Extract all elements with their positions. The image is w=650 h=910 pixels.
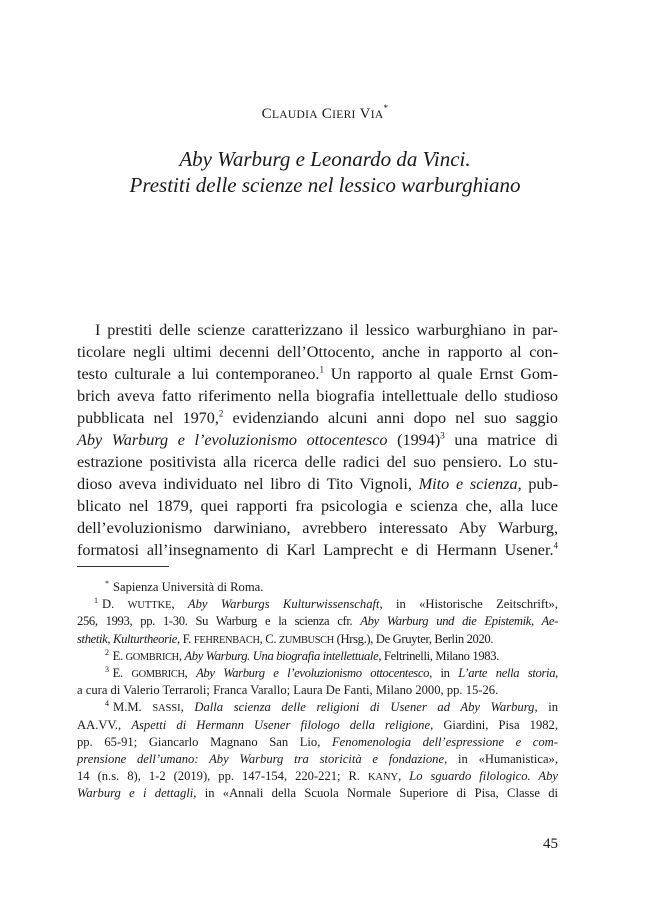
title-line-1: Aby Warburg e Leonardo da Vinci. (179, 147, 471, 171)
body-line: estrazione positivista alla ricerca delle radici del suo pensiero. Lo stu- (77, 453, 558, 471)
author-name: CLAUDIA CIERI VIA* (261, 103, 389, 122)
body-line: testo culturale a lui contemporaneo.$^1$ Un rapporto al quale Ernst Gom- (77, 364, 558, 383)
footnotes (77, 579, 558, 802)
footnote-4-cont: prensione dell’umano: Aby Warburg tra storicità e fondazione, in «Humanistica», (77, 751, 558, 766)
page-number: 45 (543, 836, 558, 852)
footnote-3: $^3$ E. GOMBRICH, Aby Warburg e l’evoluzionismo ottocentesco, in L’arte nella storia, (105, 664, 558, 680)
affiliation-mark: * (383, 103, 389, 113)
footnote-ref[interactable]: 3 (440, 430, 445, 441)
body-line: Aby Warburg e l’evoluzionismo ottocentesco $(1994)^3$ una matrice di (77, 430, 559, 449)
footnote-4-cont: Warburg e i dettagli, in «Annali della Scuola Normale Superiore di Pisa, Classe di (77, 786, 559, 801)
body-paragraph (77, 319, 558, 561)
body-line: dell’evoluzionismo darwiniano, avrebbero interessato Aby Warburg, (77, 519, 558, 537)
body-line: formatosi all’insegnamento di Karl Lamprecht e di Hermann Usener.$^4$ (77, 540, 558, 559)
footnote-4-cont: pp. 65-91; Giancarlo Magnano San Lio, Fenomenologia dell’espressione e com- (77, 734, 558, 749)
footnote-4-cont: 14 (n.s. 8), 1-2 (2019), pp. 147-154, 220-221; R. KANY, Lo sguardo filologico. Aby (77, 769, 558, 784)
footnote-affiliation: * Sapienza Università di Roma. (105, 578, 264, 594)
title-line-2: Prestiti delle scienze nel lessico warburghiano (129, 173, 521, 197)
footnote-4: $^4$ M.M. SASSI, Dalla scienza delle religioni di Usener ad Aby Warburg, in (105, 699, 558, 715)
body-line: I prestiti delle scienze caratterizzano il lessico warburghiano in par- (95, 321, 558, 339)
footnote-1-cont: 256, 1993, pp. 1-30. Su Warburg e la scienza cfr. Aby Warburg und die Epistemik, Ae- (77, 614, 558, 629)
body-line: brich aveva fatto riferimento nella biografia intellettuale dello studioso (77, 387, 558, 405)
footnote-ref[interactable]: 4 (553, 540, 558, 551)
footnote-ref[interactable]: 2 (218, 408, 224, 419)
footnote-4-cont: AA.VV., Aspetti di Hermann Usener filologo della religione, Giardini, Pisa 1982, (77, 717, 558, 732)
body-line: blicato nel 1879, quei rapporti fra psicologia e scienza che, alla luce (77, 497, 558, 515)
footnote-separator (77, 566, 169, 567)
body-line: ticolare negli ultimi decenni dell’Ottocento, anche in rapporto al con- (77, 343, 558, 361)
footnote-1: $^1$ D. WUTTKE, Aby Warburgs Kulturwissenschaft, in «Historische Zeitschrift», (94, 596, 558, 612)
article-title (0, 146, 650, 198)
footnote-1-cont: sthetik, Kulturtheorie, F. FEHRENBACH, C. ZUMBUSCH (Hrsg.), De Gruyter, Berlin 2020. (77, 631, 494, 646)
body-line: pubblicata nel 1970,$^2$ evidenziando alcuni anni dopo nel suo saggio (77, 408, 558, 427)
footnote-ref[interactable]: 1 (319, 364, 324, 375)
body-line: dioso aveva individuato nel libro di Tito Vignoli, Mito e scienza, pub- (77, 475, 559, 493)
footnote-2: $^2$ E. GOMBRICH, Aby Warburg. Una biografia intellettuale, Feltrinelli, Milano 1983. (105, 647, 500, 663)
footnote-3-cont: a cura di Valerio Terraroli; Franca Varallo; Laura De Fanti, Milano 2000, pp. 15-26. (77, 683, 499, 698)
